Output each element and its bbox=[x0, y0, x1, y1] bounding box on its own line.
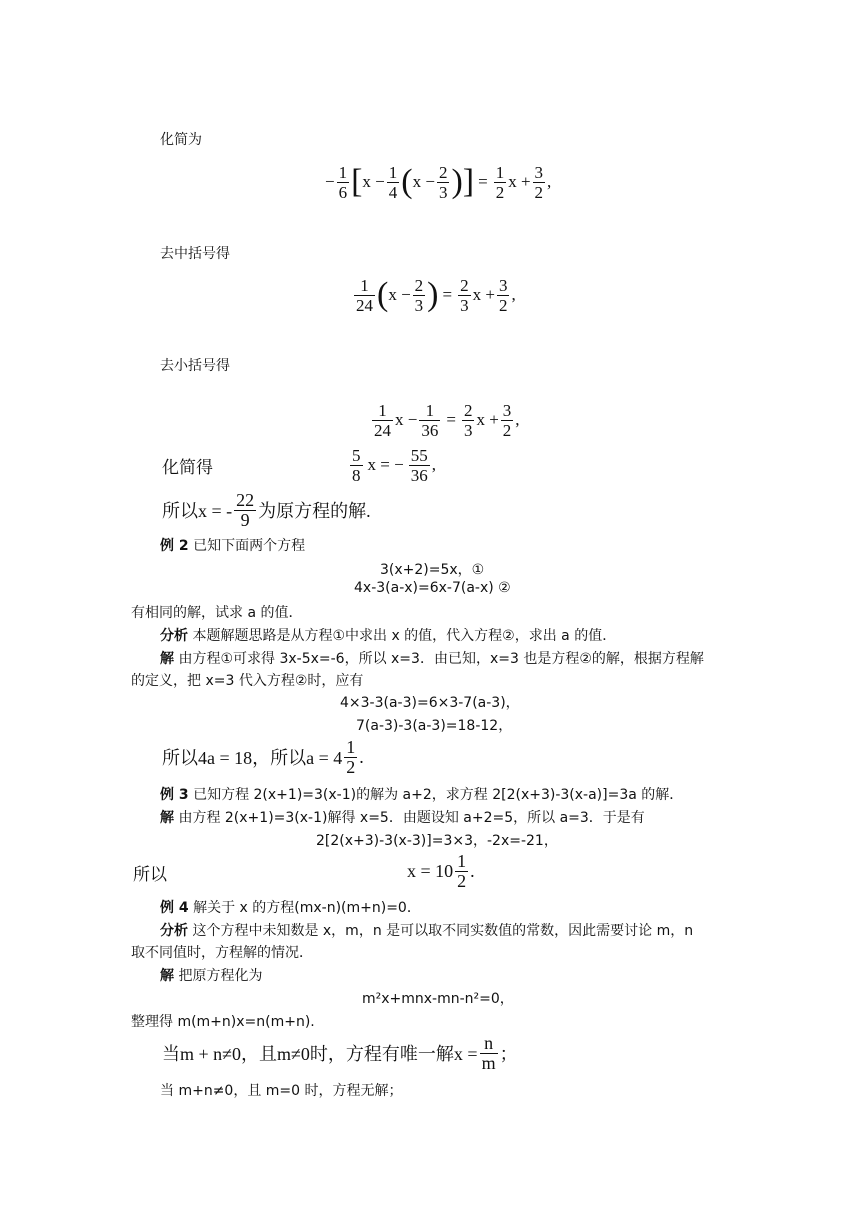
example-2-intro: 例 2 已知下面两个方程 bbox=[160, 538, 306, 554]
example-3-calc: 2[2(x+3)-3(x-3)]=3×3，-2x=-21， bbox=[316, 833, 558, 849]
step-label-simplified: 化简得 bbox=[162, 458, 213, 478]
equation-2: $\frac{1}{24}$ ( x − $\frac{2}{3}$ ) = $\frac{2}{3}$ x + $\frac{3}{2}$ , bbox=[356, 275, 516, 315]
equation-3: $\frac{1}{24}$ x − $\frac{1}{36}$ = $\frac{2}{3}$ x + $\frac{3}{2}$ , bbox=[374, 400, 520, 440]
example-2-solution-line-1: 解 由方程①可求得 3x-5x=-6，所以 x=3．由已知，x=3 也是方程②的解，根据方程解 bbox=[160, 651, 704, 667]
step-label-remove-parens: 去小括号得 bbox=[160, 358, 230, 374]
example-4-solution: 解 把原方程化为 bbox=[160, 968, 263, 984]
example-2-calc-1: 4×3-3(a-3)=6×3-7(a-3)， bbox=[340, 695, 520, 711]
example-3-result-word: 所以 bbox=[133, 865, 167, 885]
example-3-solution: 解 由方程 2(x+1)=3(x-1)解得 x=5．由题设知 a+2=5，所以 a=3．于是有 bbox=[160, 810, 645, 826]
example-4-case-2: 当 m+n≠0，且 m=0 时，方程无解； bbox=[160, 1083, 403, 1099]
example-4-calc: m²x+mnx-mn-n²=0， bbox=[362, 991, 514, 1007]
example-4-intro: 例 4 解关于 x 的方程(mx-n)(m+n)=0． bbox=[160, 900, 421, 916]
example-3-label: 例 3 bbox=[160, 787, 189, 803]
step-label-remove-brackets: 去中括号得 bbox=[160, 246, 230, 262]
example-2-solution-line-2: 的定义，把 x=3 代入方程②时，应有 bbox=[131, 673, 364, 689]
example-2-analysis: 分析 本题解题思路是从方程①中求出 x 的值，代入方程②，求出 a 的值． bbox=[160, 628, 617, 644]
example-4-case-1: 当m + n≠0，且m≠0时，方程有唯一解x = $\frac{n}{m}$ ； bbox=[162, 1032, 518, 1073]
example-4-analysis-line-2: 取不同值时，方程解的情况． bbox=[131, 945, 313, 961]
example-4-tidy: 整理得 m(m+n)x=n(m+n). bbox=[131, 1014, 315, 1030]
example-4-label: 例 4 bbox=[160, 900, 189, 916]
example-2-equation-a: 3(x+2)=5x，① bbox=[380, 562, 485, 578]
equation-4: $\frac{5}{8}$ x = − $\frac{55}{36}$ , bbox=[352, 445, 436, 485]
example-3-result: x = 10 $\frac{1}{2}$ . bbox=[407, 850, 475, 891]
example-2-equation-b: 4x-3(a-x)=6x-7(a-x) ② bbox=[354, 580, 511, 596]
result-example-1: 所以x = - $\frac{22}{9}$ 为原方程的解. bbox=[162, 489, 371, 530]
step-label-simplify: 化简为 bbox=[160, 132, 202, 148]
equation-1: − $\frac{1}{6}$ [ x − $\frac{1}{4}$ ( x − $\frac{2}{3}$ ) ] = $\frac{1}{2}$ x + $\frac{3}{2}$ , bbox=[325, 162, 552, 202]
example-3-intro: 例 3 已知方程 2(x+1)=3(x-1)的解为 a+2，求方程 2[2(x+3)-3(x-a)]=3a 的解． bbox=[160, 787, 684, 803]
example-2-calc-2: 7(a-3)-3(a-3)=18-12， bbox=[356, 718, 513, 734]
example-2-question: 有相同的解，试求 a 的值． bbox=[131, 605, 303, 621]
example-4-analysis-line-1: 分析 这个方程中未知数是 x，m，n 是可以取不同实数值的常数，因此需要讨论 m，n bbox=[160, 923, 694, 939]
example-2-label: 例 2 bbox=[160, 538, 189, 554]
example-2-result: 所以4a = 18，所以a = 4 $\frac{1}{2}$ . bbox=[162, 736, 364, 777]
